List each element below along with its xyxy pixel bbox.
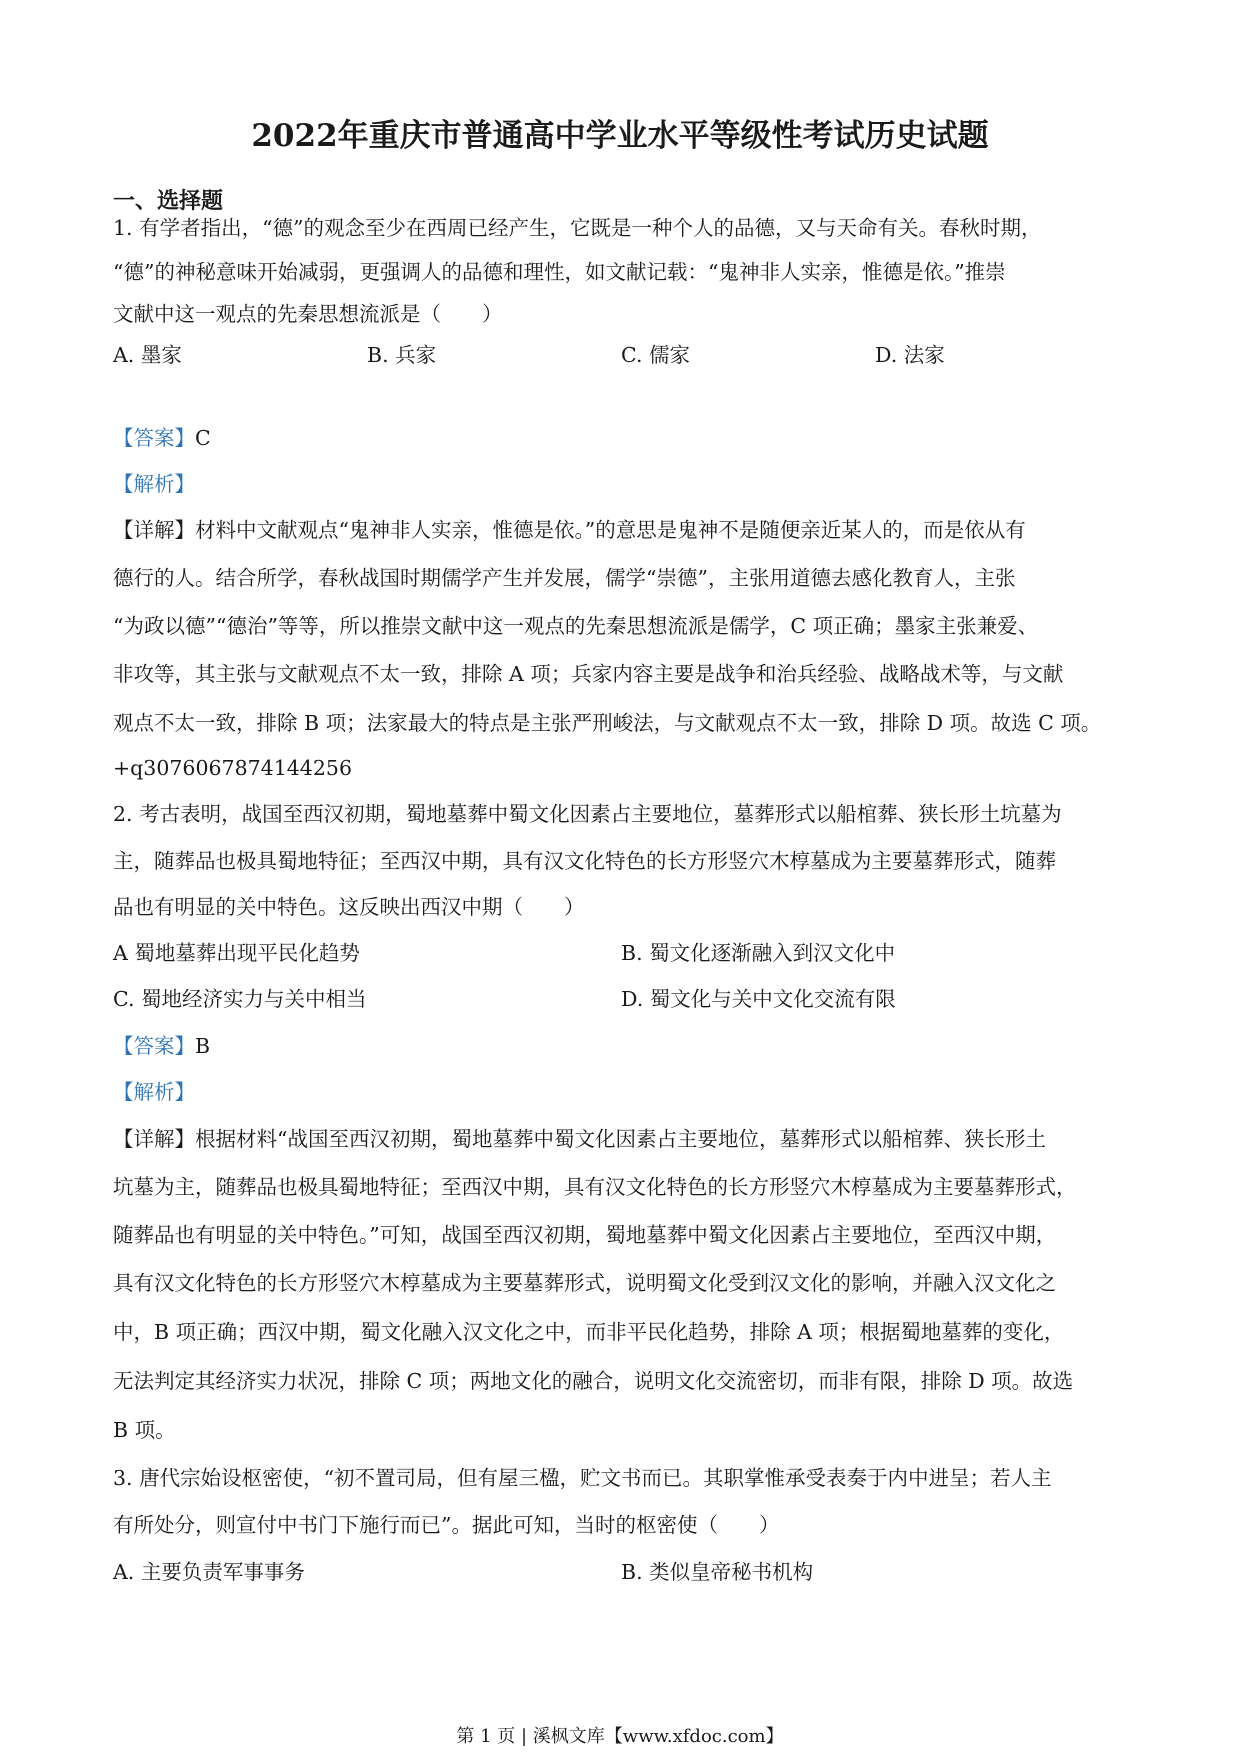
question-2-line-2: 主，随葬品也极具蜀地特征；至西汉中期，具有汉文化特色的长方形竖穴木椁墓成为主要墓葬形式，随葬 — [113, 849, 1056, 873]
question-2-detail-line-3: 随葬品也有明显的关中特色。”可知，战国至西汉初期，蜀地墓葬中蜀文化因素占主要地位，至西汉中期， — [113, 1223, 1057, 1247]
question-1-detail-line-4: 非攻等，其主张与文献观点不太一致，排除 A 项；兵家内容主要是战争和治兵经验、战略战术等，与文献 — [113, 662, 1064, 686]
question-3-line-2: 有所处分，则宣付中书门下施行而已”。据此可知，当时的枢密使（ ） — [113, 1513, 780, 1537]
question-2-line-3: 品也有明显的关中特色。这反映出西汉中期（ ） — [113, 895, 585, 919]
question-2-analysis-tag: 【解析】 — [113, 1080, 195, 1104]
question-1-analysis-tag: 【解析】 — [113, 472, 195, 496]
question-1-option-d: D. 法家 — [875, 343, 945, 367]
answer-tag: 【答案】 — [113, 426, 195, 450]
answer-tag: 【答案】 — [113, 1034, 195, 1058]
question-3-option-b: B. 类似皇帝秘书机构 — [621, 1560, 814, 1584]
question-2-detail-line-2: 坑墓为主，随葬品也极具蜀地特征；至西汉中期，具有汉文化特色的长方形竖穴木椁墓成为主要墓葬形式， — [113, 1175, 1077, 1199]
answer-value: B — [195, 1034, 211, 1058]
question-2-option-d: D. 蜀文化与关中文化交流有限 — [621, 987, 896, 1011]
detail-text: 根据材料“战国至西汉初期，蜀地墓葬中蜀文化因素占主要地位，墓葬形式以船棺葬、狭长形土 — [195, 1127, 1046, 1151]
detail-tag: 【详解】 — [113, 518, 195, 542]
detail-tag: 【详解】 — [113, 1127, 195, 1151]
page-title: 2022年重庆市普通高中学业水平等级性考试历史试题 — [251, 118, 989, 154]
question-2-detail-line-7: B 项。 — [113, 1418, 176, 1442]
question-1-detail-line-2: 德行的人。结合所学，春秋战国时期儒学产生并发展，儒学“崇德”，主张用道德去感化教育人，主张 — [113, 566, 1016, 590]
question-1-extra: +q3076067874144256 — [113, 756, 352, 780]
section-heading: 一、选择题 — [113, 188, 224, 214]
question-1-option-b: B. 兵家 — [367, 343, 437, 367]
question-1-line-3: 文献中这一观点的先秦思想流派是（ ） — [113, 302, 503, 326]
question-1-line-2: “德”的神秘意味开始减弱，更强调人的品德和理性，如文献记载：“鬼神非人实亲，惟德是依。”推崇 — [113, 260, 1006, 284]
question-2-detail-line-6: 无法判定其经济实力状况，排除 C 项；两地文化的融合，说明文化交流密切，而非有限，排除 D 项。故选 — [113, 1369, 1074, 1393]
question-2-answer — [113, 1031, 210, 1061]
detail-text: 材料中文献观点“鬼神非人实亲，惟德是依。”的意思是鬼神不是随便亲近某人的，而是依从有 — [195, 518, 1026, 542]
question-1-detail-line-3: “为政以德”“德治”等等，所以推崇文献中这一观点的先秦思想流派是儒学，C 项正确；墨家主张兼爱、 — [113, 614, 1039, 638]
question-2-detail-line-1 — [113, 1124, 1046, 1154]
question-2-detail-line-4: 具有汉文化特色的长方形竖穴木椁墓成为主要墓葬形式，说明蜀文化受到汉文化的影响，并融入汉文化之 — [113, 1271, 1056, 1295]
question-1-detail-line-5: 观点不太一致，排除 B 项；法家最大的特点是主张严刑峻法，与文献观点不太一致，排除 D 项。故选 C 项。 — [113, 711, 1102, 735]
question-1-detail-line-1 — [113, 515, 1026, 545]
question-3-option-a: A. 主要负责军事事务 — [113, 1560, 305, 1584]
question-3-line-1: 3. 唐代宗始设枢密使，“初不置司局，但有屋三楹，贮文书而已。其职掌惟承受表奏于内中进呈；若人主 — [113, 1466, 1052, 1490]
question-1-option-c: C. 儒家 — [621, 343, 690, 367]
answer-value: C — [195, 426, 211, 450]
question-2-detail-line-5: 中，B 项正确；西汉中期，蜀文化融入汉文化之中，而非平民化趋势，排除 A 项；根据蜀地墓葬的变化， — [113, 1320, 1065, 1344]
question-1-line-1: 1. 有学者指出，“德”的观念至少在西周已经产生，它既是一种个人的品德，又与天命有关。春秋时期， — [113, 216, 1042, 240]
page-footer: 第 1 页 | 溪枫文库【www.xfdoc.com】 — [456, 1726, 784, 1747]
question-2-option-a: A 蜀地墓葬出现平民化趋势 — [113, 941, 360, 965]
question-2-line-1: 2. 考古表明，战国至西汉初期，蜀地墓葬中蜀文化因素占主要地位，墓葬形式以船棺葬、狭长形土坑墓为 — [113, 802, 1062, 826]
question-2-option-c: C. 蜀地经济实力与关中相当 — [113, 987, 367, 1011]
question-1-answer — [113, 423, 211, 453]
question-1-option-a: A. 墨家 — [113, 343, 182, 367]
question-2-option-b: B. 蜀文化逐渐融入到汉文化中 — [621, 941, 896, 965]
